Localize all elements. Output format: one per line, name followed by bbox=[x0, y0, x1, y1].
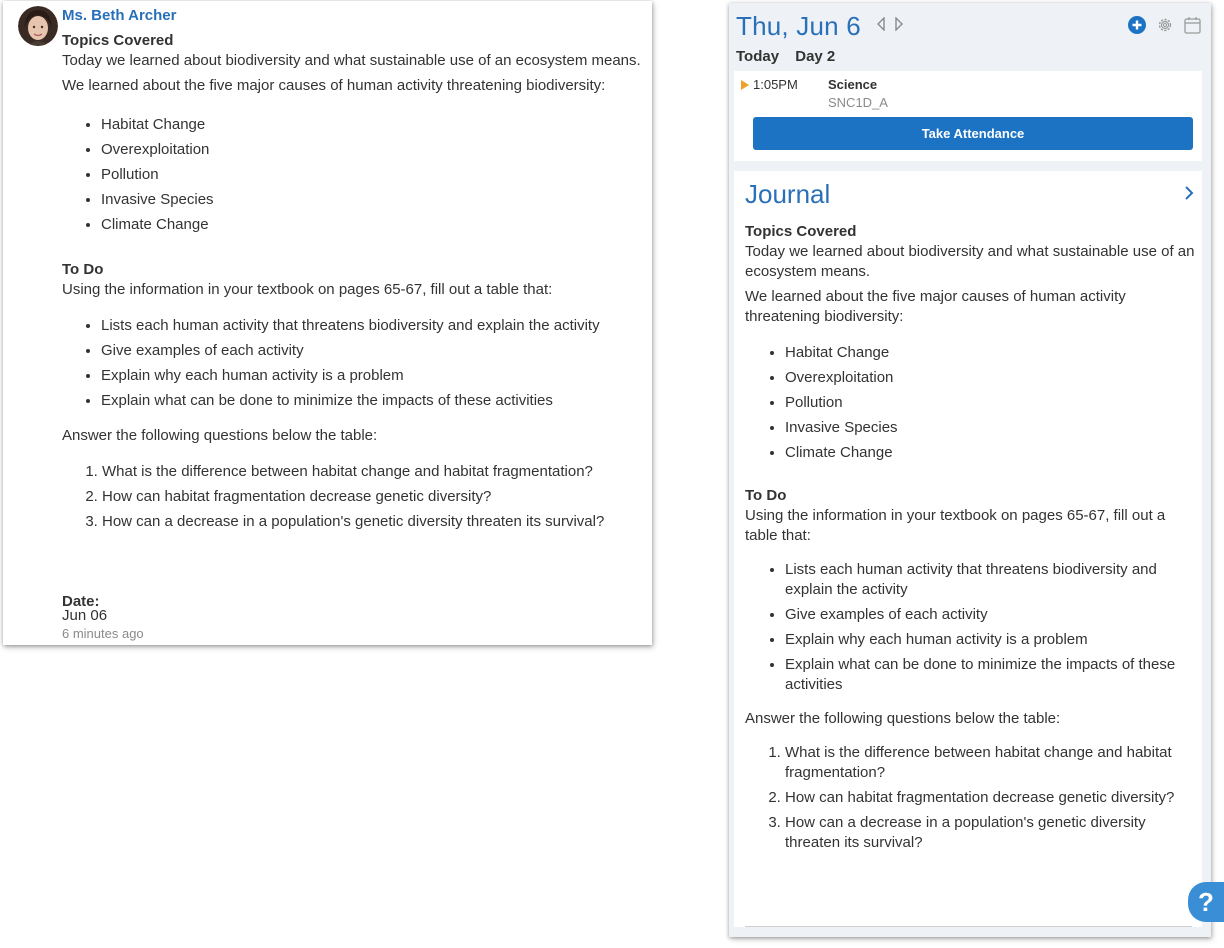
todo-list bbox=[745, 560, 1195, 695]
list-item: 2. How can habitat fragmentation decrease genetic diversity? bbox=[102, 484, 642, 509]
list-item: 1. What is the difference between habitat change and habitat fragmentation? bbox=[102, 459, 642, 484]
list-item: 1. What is the difference between habitat change and habitat fragmentation? bbox=[785, 743, 1195, 783]
journal-body bbox=[745, 222, 1195, 858]
intro-paragraph-2: We learned about the five major causes of human activity threatening biodiversity: bbox=[745, 288, 1126, 325]
help-button[interactable]: ? bbox=[1188, 882, 1224, 922]
list-item: • Habitat Change bbox=[101, 112, 642, 137]
date-label: Date: bbox=[62, 593, 100, 610]
list-item: • Invasive Species bbox=[785, 418, 1195, 438]
journal-section bbox=[734, 171, 1202, 927]
list-item: 3. How can a decrease in a population's genetic diversity threaten its survival? bbox=[785, 813, 1195, 853]
event-time: 1:05PM bbox=[753, 77, 798, 92]
todo-list bbox=[62, 313, 642, 413]
gear-icon[interactable] bbox=[1156, 16, 1174, 39]
chevron-right-icon[interactable] bbox=[1184, 185, 1194, 206]
todo-intro: Using the information in your textbook on pages 65-67, fill out a table that: bbox=[62, 281, 553, 298]
date-value: Jun 06 bbox=[62, 607, 108, 624]
event-class-code: SNC1D_A bbox=[828, 95, 888, 110]
current-event-marker-icon bbox=[741, 80, 749, 90]
author-name[interactable]: Ms. Beth Archer bbox=[62, 7, 177, 24]
list-item: • Habitat Change bbox=[785, 343, 1195, 363]
day-subtitle bbox=[736, 48, 847, 65]
day-title: Thu, Jun 6 bbox=[736, 11, 861, 41]
list-item: • Give examples of each activity bbox=[101, 338, 642, 363]
list-item: • Climate Change bbox=[785, 443, 1195, 463]
questions-intro: Answer the following questions below the table: bbox=[745, 710, 1061, 727]
list-item: • Lists each human activity that threatens biodiversity and explain the activity bbox=[785, 560, 1195, 600]
intro-paragraph-1: Today we learned about biodiversity and what sustainable use of an ecosystem means. bbox=[745, 243, 1195, 280]
avatar[interactable] bbox=[18, 6, 58, 46]
causes-list bbox=[745, 343, 1195, 463]
add-icon[interactable] bbox=[1128, 16, 1146, 39]
event-subject[interactable]: Science bbox=[828, 77, 878, 92]
take-attendance-button[interactable]: Take Attendance bbox=[753, 117, 1193, 150]
prev-icon[interactable] bbox=[876, 17, 886, 36]
list-item: • Climate Change bbox=[101, 212, 642, 237]
list-item: • Pollution bbox=[101, 162, 642, 187]
journal-title[interactable]: Journal bbox=[745, 179, 831, 209]
divider bbox=[745, 926, 1192, 927]
next-icon[interactable] bbox=[894, 17, 904, 36]
topics-heading: Topics Covered bbox=[745, 223, 857, 240]
todo-heading: To Do bbox=[745, 487, 787, 504]
calendar-icon[interactable] bbox=[1184, 16, 1201, 39]
questions-list bbox=[745, 743, 1195, 853]
timestamp: 6 minutes ago bbox=[62, 626, 144, 641]
questions-list bbox=[62, 459, 642, 534]
today-label[interactable]: Today bbox=[736, 48, 780, 65]
day-navigation bbox=[876, 17, 904, 36]
list-item: • Overexploitation bbox=[101, 137, 642, 162]
list-item: • Explain what can be done to minimize the impacts of these activities bbox=[785, 655, 1195, 695]
list-item: • Explain why each human activity is a problem bbox=[785, 630, 1195, 650]
topics-heading: Topics Covered bbox=[62, 32, 174, 49]
list-item: • Give examples of each activity bbox=[785, 605, 1195, 625]
list-item: • Explain what can be done to minimize the impacts of these activities bbox=[101, 388, 642, 413]
calendar-panel bbox=[729, 3, 1214, 937]
list-item: 3. How can a decrease in a population's genetic diversity threaten its survival? bbox=[102, 509, 642, 534]
post-body bbox=[62, 31, 642, 534]
intro-paragraph-2: We learned about the five major causes of human activity threatening biodiversity: bbox=[62, 77, 606, 94]
list-item: 2. How can habitat fragmentation decrease genetic diversity? bbox=[785, 788, 1195, 808]
questions-intro: Answer the following questions below the table: bbox=[62, 427, 378, 444]
list-item: • Invasive Species bbox=[101, 187, 642, 212]
day-number: Day 2 bbox=[795, 48, 836, 65]
todo-intro: Using the information in your textbook on pages 65-67, fill out a table that: bbox=[745, 507, 1166, 544]
intro-paragraph-1: Today we learned about biodiversity and what sustainable use of an ecosystem means. bbox=[62, 52, 641, 69]
event-card bbox=[734, 71, 1202, 161]
list-item: • Overexploitation bbox=[785, 368, 1195, 388]
post-date bbox=[62, 593, 107, 622]
journal-post-card bbox=[3, 1, 652, 645]
causes-list bbox=[62, 112, 642, 237]
list-item: • Explain why each human activity is a problem bbox=[101, 363, 642, 388]
todo-heading: To Do bbox=[62, 261, 104, 278]
list-item: • Pollution bbox=[785, 393, 1195, 413]
calendar-toolbar bbox=[1128, 16, 1201, 39]
list-item: • Lists each human activity that threatens biodiversity and explain the activity bbox=[101, 313, 642, 338]
day-header bbox=[736, 11, 861, 42]
